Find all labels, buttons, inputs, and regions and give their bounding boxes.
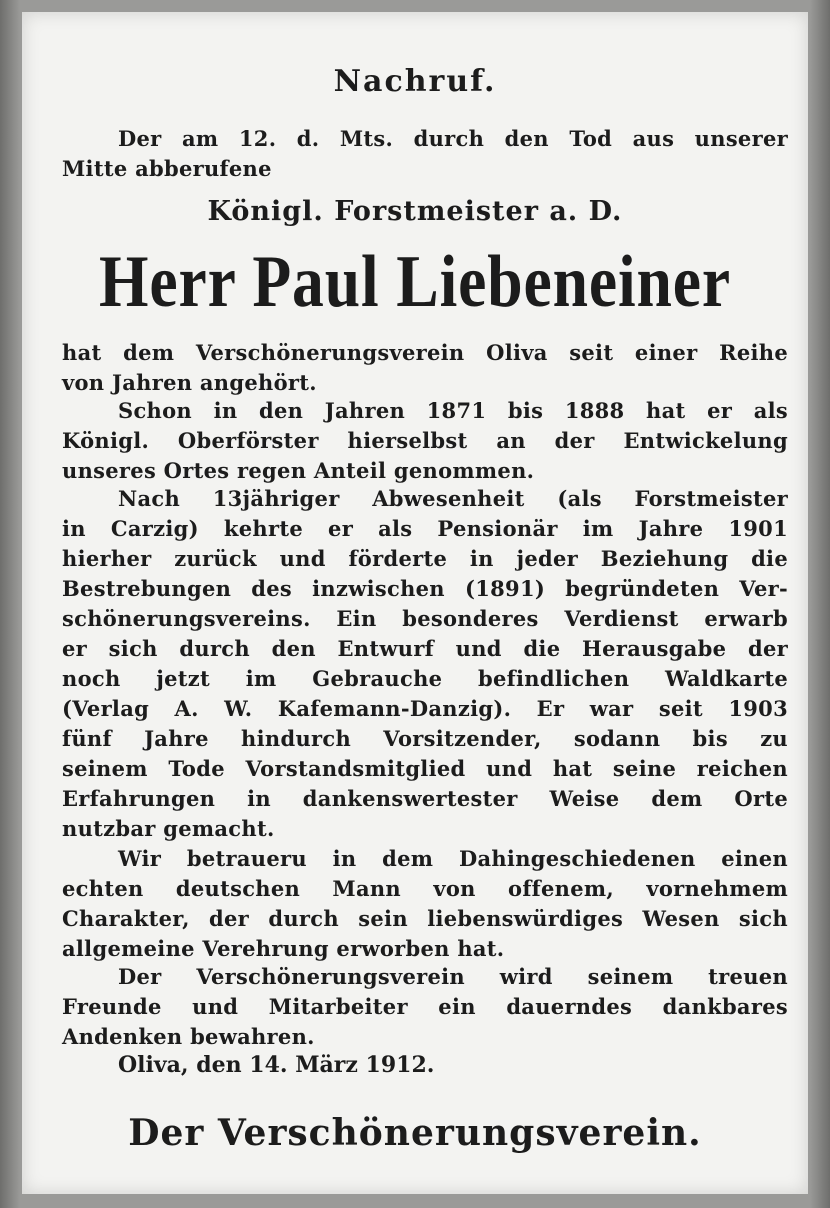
body-line: Erfahrungen in dankenswertester Weise dem Orte	[62, 786, 788, 811]
body-line: Charakter, der durch sein liebenswürdiges Wesen sich	[62, 906, 788, 931]
body-line: allgemeine Verehrung erworben hat.	[62, 936, 505, 961]
body-line: schönerungsvereins. Ein besonderes Verdienst erwarb	[62, 606, 788, 631]
body-line: hierher zurück und förderte in jeder Beziehung die	[62, 546, 788, 571]
body-line: (Verlag A. W. Kafemann-Danzig). Er war seit 1903	[62, 696, 788, 721]
deceased-rank: Königl. Forstmeister a. D.	[207, 196, 623, 227]
body-line: Schon in den Jahren 1871 bis 1888 hat er als	[118, 398, 788, 423]
body-line: unseres Ortes regen Anteil genommen.	[62, 458, 535, 483]
deceased-name: Herr Paul Liebeneiner	[99, 241, 731, 323]
body-line: seinem Tode Vorstandsmitglied und hat seine reichen	[62, 756, 788, 781]
body-line: Wir betraueru in dem Dahingeschiedenen einen	[118, 846, 788, 871]
body-line: Bestrebungen des inzwischen (1891) begründeten Ver-	[62, 576, 788, 601]
body-line: echten deutschen Mann von offenem, vornehmem	[62, 876, 788, 901]
body-line: er sich durch den Entwurf und die Herausgabe der	[62, 636, 788, 661]
intro-line: Mitte abberufene	[62, 156, 272, 181]
newspaper-clipping	[22, 12, 808, 1194]
body-line: Der Verschönerungsverein wird seinem treuen	[118, 964, 788, 989]
body-line: hat dem Verschönerungsverein Oliva seit einer Reihe	[62, 340, 788, 365]
place-and-date: Oliva, den 14. März 1912.	[118, 1052, 435, 1078]
body-line: Nach 13jähriger Abwesenheit (als Forstmeister	[118, 486, 788, 511]
signature: Der Verschönerungsverein.	[128, 1112, 702, 1154]
body-line: Andenken bewahren.	[62, 1024, 315, 1049]
body-line: fünf Jahre hindurch Vorsitzender, sodann bis zu	[62, 726, 788, 751]
body-line: nutzbar gemacht.	[62, 816, 275, 841]
body-line: von Jahren angehört.	[62, 370, 317, 395]
intro-line: Der am 12. d. Mts. durch den Tod aus unserer	[118, 126, 788, 151]
body-line: Königl. Oberförster hierselbst an der Entwickelung	[62, 428, 788, 453]
body-line: Freunde und Mitarbeiter ein dauerndes dankbares	[62, 994, 788, 1019]
body-line: in Carzig) kehrte er als Pensionär im Jahre 1901	[62, 516, 788, 541]
headline: Nachruf.	[333, 64, 497, 99]
body-line: noch jetzt im Gebrauche befindlichen Waldkarte	[62, 666, 788, 691]
